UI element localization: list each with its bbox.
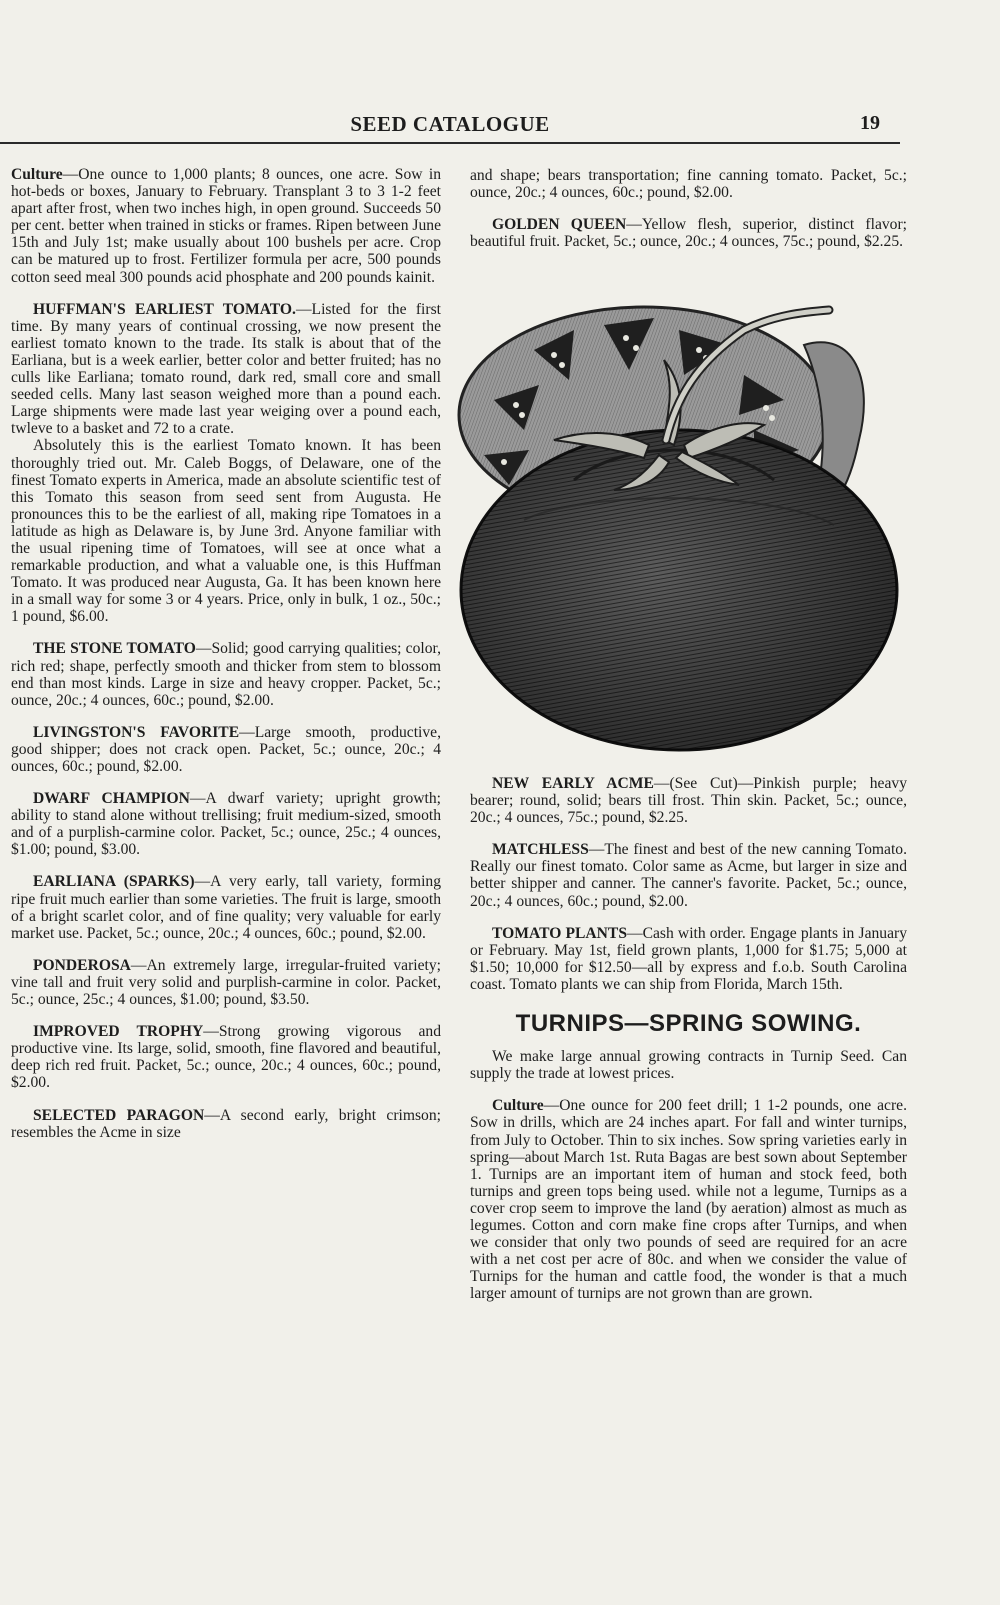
huffman-text: —Listed for the first time. By many years of continual crossing, we now present the earliest tomato known to the trade. Its stalk is about that of the Earliana, but is a week earlier, better color and better fruited; has no culls like Earliana; tomato round, dark red, small core and small seeded cells. Many last season weighed more than a pound each. Large shipments were made last year weiging over a pound each, twleve to a basket and 72 to a crate. bbox=[11, 300, 441, 438]
tomato-plants-text: —Cash with order. Engage plants in January or February. May 1st, field grown plants, 1,000 for $1.75; 5,000 at $1.50; 10,000 for $12.50—all by express and f.o.b. South Carolina coast. Tomato plants we can ship from Florida, March 15th. bbox=[470, 924, 907, 993]
turnips-culture-text: —One ounce for 200 feet drill; 1 1-2 pounds, one acre. Sow in drills, which are 24 inches apart. For fall and winter turnips, from July to October. Thin to six inches. Sow spring varieties early in spring—about March 1st. Ruta Bagas are best sown about September 1. Turnips are an important item of human and stock feed, both turnips and green tops being used. while not a legume, Turnips as a cover crop seem to improve the land (by aeration) almost as much as legumes. Cotton and corn make fine crops after Turnips, and when we consider that only two pounds of seed are required for an acre with a net cost per acre of 80c. and when we consider the value of Turnips for the human and cattle food, the wonder is that a much larger amount of turnips are not grown than are grown. bbox=[470, 1097, 907, 1303]
livingston-lead: LIVINGSTON'S FAVORITE bbox=[33, 723, 240, 741]
tomato-engraving-icon bbox=[454, 290, 900, 770]
selected-paragon-text: —A second early, bright crimson; resembles the Acme in size bbox=[11, 1106, 441, 1141]
selected-paragon-continued: and shape; bears transportation; fine canning tomato. Packet, 5c.; ounce, 20c.; 4 ounces, 60c.; pound, $2.00. bbox=[470, 167, 907, 202]
selected-paragon-entry bbox=[11, 1107, 441, 1141]
culture-lead: Culture bbox=[11, 166, 63, 183]
earliana-lead: EARLIANA (SPARKS) bbox=[33, 873, 195, 891]
huffman-entry bbox=[11, 301, 441, 438]
improved-trophy-entry bbox=[11, 1023, 441, 1091]
new-early-acme-text: —(See Cut)—Pinkish purple; heavy bearer; round, solid; bears till frost. Thin skin. Packet, 5c.; ounce, 20c.; 4 ounces, 75c.; pound, $2.25. bbox=[470, 775, 907, 827]
tomato-plants-entry bbox=[470, 925, 907, 993]
ponderosa-lead: PONDEROSA bbox=[33, 956, 131, 974]
turnips-culture-entry bbox=[470, 1097, 907, 1302]
stone-tomato-entry bbox=[11, 640, 441, 708]
dwarf-champion-text: —A dwarf variety; upright growth; ability to stand alone without trellising; fruit medium-sized, smooth and of a purplish-carmine color. Packet, 5c.; ounce, 25c.; 4 ounces, $1.00; pound, $3.00. bbox=[11, 790, 441, 859]
golden-queen-text: —Yellow flesh, superior, distinct flavor; beautiful fruit. Packet, 5c.; ounce, 20c.; 4 ounces, 75c.; pound, $2.25. bbox=[470, 216, 908, 251]
livingston-text: —Large smooth, productive, good shipper; does not crack open. Packet, 5c.; ounce, 20c.; 4 ounces, 60c.; pound, $2.00. bbox=[11, 723, 441, 775]
page-number: 19 bbox=[860, 112, 880, 134]
page-title: SEED CATALOGUE bbox=[350, 112, 550, 136]
dwarf-champion-lead: DWARF CHAMPION bbox=[33, 790, 190, 808]
right-column-lower bbox=[470, 775, 907, 1317]
right-column bbox=[470, 167, 908, 1303]
new-early-acme-lead: NEW EARLY ACME bbox=[492, 775, 654, 792]
ponderosa-text: —An extremely large, irregular-fruited variety; vine tall and fruit very solid and purplish-carmine in color. Packet, 5c.; ounce, 25c.; 4 ounces, $1.00; pound, $3.50. bbox=[11, 956, 441, 1009]
stone-tomato-text: —Solid; good carrying qualities; color, rich red; shape, perfectly smooth and thicker from stem to blossom end than most kinds. Large in size and heavy cropper. Packet, 5c.; ounce, 20c.; 4 ounces, 60c.; pound, $2.00. bbox=[11, 640, 441, 709]
page-header bbox=[0, 108, 900, 144]
new-early-acme-entry bbox=[470, 775, 907, 826]
turnips-intro: We make large annual growing contracts in Turnip Seed. Can supply the trade at lowest prices. bbox=[470, 1048, 907, 1083]
culture-text: —One ounce to 1,000 plants; 8 ounces, one acre. Sow in hot-beds or boxes, January to February. Transplant 3 to 3 1-2 feet apart after frost, when two inches high, in open ground. Succeeds 50 per cent. better when trained in sticks or frames. Ripen between June 15th and July 1st; make usually about 100 bushels per acre. Crop can be matured up to frost. Fertilizer formula per acre, 500 pounds cotton seed meal 300 pounds acid phosphate and 200 pounds kainit. bbox=[11, 166, 441, 286]
matchless-text: —The finest and best of the new canning Tomato. Really our finest tomato. Color same as Acme, but larger in size and better shipper and canner. The canner's favorite. Packet, 5c.; ounce, 20c.; 4 ounces, 60c.; pound, $2.00. bbox=[470, 841, 907, 910]
ponderosa-entry bbox=[11, 957, 441, 1008]
improved-trophy-lead: IMPROVED TROPHY bbox=[33, 1023, 204, 1041]
left-column bbox=[11, 166, 441, 1156]
culture-paragraph bbox=[11, 166, 441, 286]
matchless-entry bbox=[470, 841, 907, 909]
turnips-culture-lead: Culture bbox=[492, 1097, 544, 1115]
matchless-lead: MATCHLESS bbox=[492, 841, 589, 859]
stone-tomato-lead: THE STONE TOMATO bbox=[33, 640, 196, 658]
earliana-text: —A very early, tall variety, forming ripe fruit much earlier than some varieties. The fruit is large, smooth of a bright scarlet color, and of fine quality; very valuable for early market use. Packet, 5c.; ounce, 20c.; 4 ounces, 60c.; pound, $2.00. bbox=[11, 873, 441, 942]
tomato-plants-lead: TOMATO PLANTS bbox=[492, 924, 627, 942]
turnips-section-title: TURNIPS—SPRING SOWING. bbox=[515, 1010, 862, 1038]
earliana-entry bbox=[11, 873, 441, 941]
huffman-lead: HUFFMAN'S EARLIEST TOMATO. bbox=[33, 300, 296, 318]
livingston-entry bbox=[11, 724, 441, 775]
selected-paragon-lead: SELECTED PARAGON bbox=[33, 1106, 205, 1124]
huffman-entry-continued: Absolutely this is the earliest Tomato known. It has been thoroughly tried out. Mr. Caleb Boggs, of Delaware, one of the finest Tomato experts in America, made an absolute scientific test of this Tomato this season from seed sent from Augusta. He pronounces this to be the earliest of all, making ripe Tomatoes in a latitude as high as Delaware is, by June 3rd. Anyone familiar with the usual ripening time of Tomatoes, will see at once what a remarkable production, and what a valuable one, is this Huffman Tomato. It was produced near Augusta, Ga. It has been known here in a small way for some 3 or 4 years. Price, only in bulk, 1 oz., 50c.; 1 pound, $6.00. bbox=[11, 437, 441, 626]
golden-queen-lead: GOLDEN QUEEN bbox=[492, 216, 627, 234]
golden-queen-entry bbox=[470, 216, 907, 250]
improved-trophy-text: —Strong growing vigorous and productive vine. Its large, solid, smooth, fine flavored and beautiful, deep rich red fruit. Packet, 5c.; ounce, 20c.; 4 ounces, 60c.; pound, $2.00. bbox=[11, 1023, 441, 1092]
dwarf-champion-entry bbox=[11, 790, 441, 858]
